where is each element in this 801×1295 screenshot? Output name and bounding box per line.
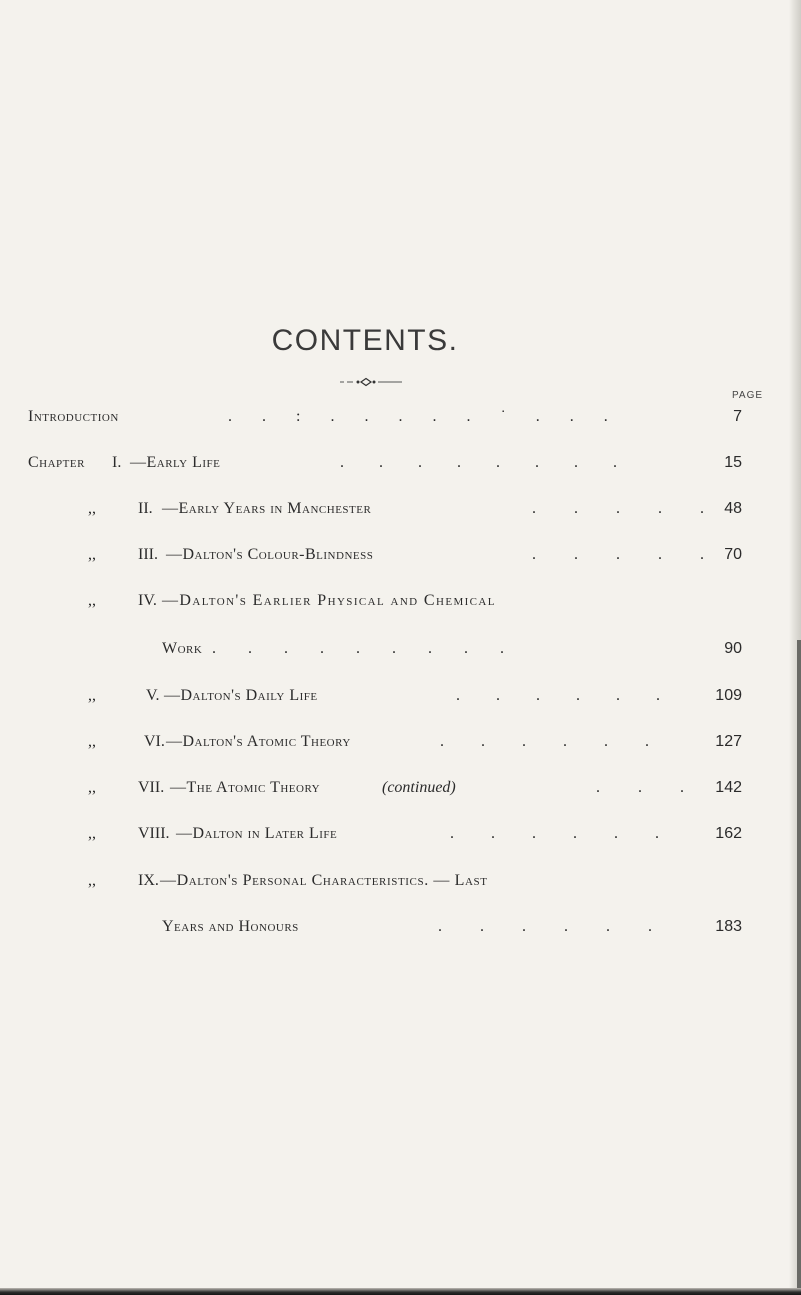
page-number: 162 xyxy=(715,825,742,842)
chapter-title: —Early Life xyxy=(130,454,221,471)
toc-entry-chapter-2[interactable] xyxy=(0,497,801,521)
entry-prefix: Chapter xyxy=(28,454,85,471)
entry-prefix: Introduction xyxy=(28,408,119,425)
toc-entry-chapter-6[interactable] xyxy=(0,730,801,754)
chapter-numeral: II. xyxy=(138,500,153,517)
chapter-numeral: III. xyxy=(138,546,158,563)
leader-dots: . . . xyxy=(596,779,701,796)
ditto-mark: ,, xyxy=(88,500,96,517)
toc-entry-chapter-8[interactable] xyxy=(0,822,801,846)
page-number: 183 xyxy=(715,918,742,935)
ditto-mark: ,, xyxy=(88,592,96,609)
chapter-title: —Dalton's Personal Characteristics. — Last xyxy=(160,872,488,889)
chapter-numeral: I. xyxy=(112,454,122,471)
page-number: 70 xyxy=(724,546,742,563)
leader-dots: . . . . . . xyxy=(450,825,676,842)
chapter-numeral: VI. xyxy=(144,733,165,750)
chapter-title-continued: Work xyxy=(162,640,203,657)
chapter-numeral: V. xyxy=(146,687,160,704)
chapter-numeral: IV. xyxy=(138,592,157,609)
leader-dots: . . . . . xyxy=(532,546,721,563)
chapter-numeral: VII. xyxy=(138,779,165,796)
ditto-mark: ,, xyxy=(88,546,96,563)
ditto-mark: ,, xyxy=(88,687,96,704)
bottom-binding-band xyxy=(0,1288,801,1295)
toc-entry-chapter-1[interactable] xyxy=(0,451,801,475)
ditto-mark: ,, xyxy=(88,779,96,796)
chapter-title: —Dalton's Atomic Theory xyxy=(166,733,351,750)
chapter-numeral: IX. xyxy=(138,872,159,889)
page-column-label: PAGE xyxy=(732,390,764,401)
chapter-title-continued: Years and Honours xyxy=(162,918,299,935)
ornament-divider xyxy=(340,376,402,388)
page-number: 109 xyxy=(715,687,742,704)
page-number: 127 xyxy=(715,733,742,750)
contents-title: CONTENTS. xyxy=(271,324,459,357)
continued-note: (continued) xyxy=(382,779,456,796)
ditto-mark: ,, xyxy=(88,733,96,750)
leader-dots: . . : . . . . . ˙ . . . xyxy=(228,408,621,425)
leader-dots: . . . . . . xyxy=(440,733,666,750)
chapter-title: —Dalton's Colour-Blindness xyxy=(166,546,374,563)
leader-dots: . . . . . . xyxy=(456,687,676,704)
toc-entry-chapter-4-continuation[interactable] xyxy=(0,637,801,661)
page-number: 48 xyxy=(724,500,742,517)
toc-entry-chapter-9[interactable] xyxy=(0,869,801,893)
toc-entry-chapter-4[interactable] xyxy=(0,589,801,613)
ditto-mark: ,, xyxy=(88,872,96,889)
chapter-title-italic xyxy=(382,776,456,800)
toc-entry-chapter-5[interactable] xyxy=(0,684,801,708)
leader-dots: . . . . . xyxy=(532,500,721,517)
page-number: 90 xyxy=(724,640,742,657)
toc-entry-introduction[interactable] xyxy=(0,405,801,429)
leader-dots: . . . . . . xyxy=(438,918,669,935)
chapter-title: —Dalton's Earlier Physical and Chemical xyxy=(162,592,496,609)
chapter-title: —Dalton's Daily Life xyxy=(164,687,318,704)
ditto-mark: ,, xyxy=(88,825,96,842)
leader-dots: . . . . . . . . . xyxy=(212,640,518,657)
chapter-title: —Early Years in Manchester xyxy=(162,500,372,517)
page-number: 7 xyxy=(733,408,742,425)
toc-entry-chapter-9-continuation[interactable] xyxy=(0,915,801,939)
toc-entry-chapter-3[interactable] xyxy=(0,543,801,567)
leader-dots: . . . . . . . . xyxy=(340,454,633,471)
page-number: 142 xyxy=(715,779,742,796)
chapter-title: —The Atomic Theory xyxy=(170,779,321,796)
chapter-numeral: VIII. xyxy=(138,825,170,842)
page-number: 15 xyxy=(724,454,742,471)
toc-entry-chapter-7[interactable] xyxy=(0,776,801,800)
chapter-title: —Dalton in Later Life xyxy=(176,825,338,842)
